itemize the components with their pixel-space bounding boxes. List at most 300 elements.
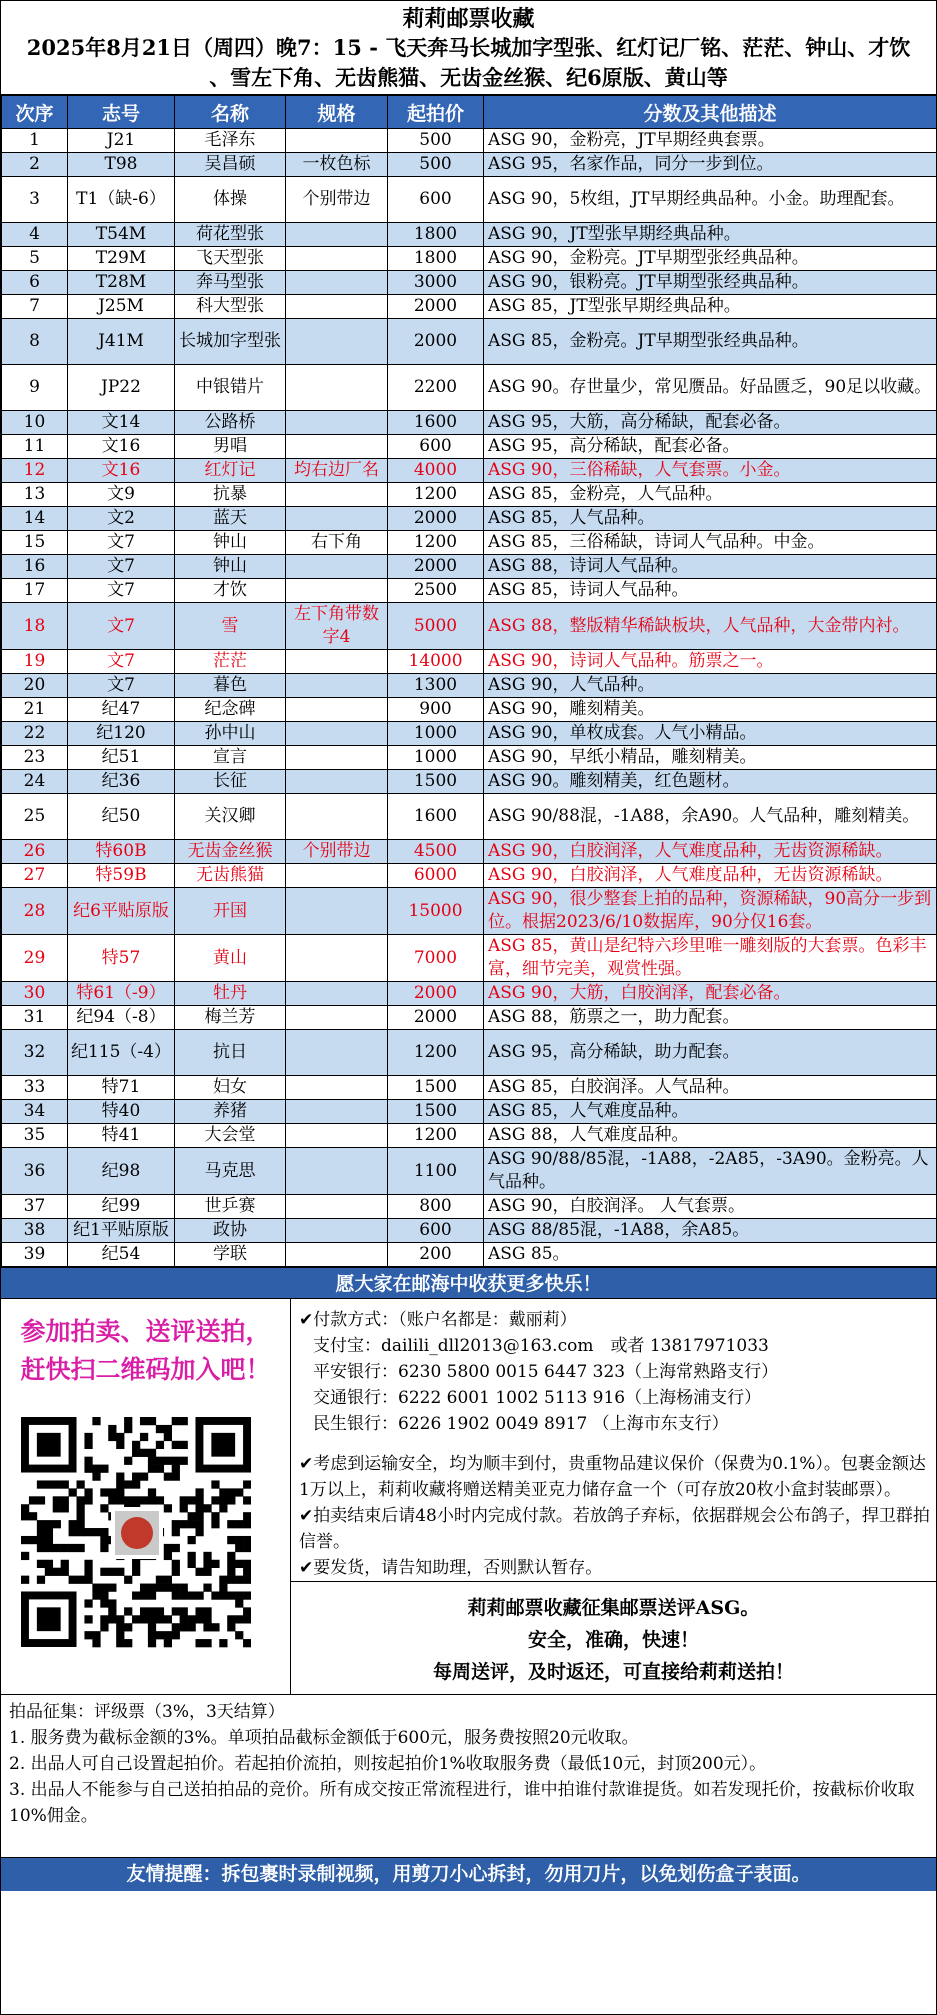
row-code: 纪98 — [68, 1148, 175, 1195]
table-row — [2, 555, 937, 579]
row-spec — [286, 223, 388, 247]
table-row — [2, 650, 937, 674]
row-spec — [286, 1006, 388, 1030]
row-price: 2000 — [388, 295, 484, 319]
row-desc: ASG 90，白胶润泽，人气难度品种，无齿资源稀缺。 — [484, 840, 937, 864]
row-order: 37 — [2, 1195, 68, 1219]
row-order: 23 — [2, 746, 68, 770]
row-spec — [286, 555, 388, 579]
table-row — [2, 365, 937, 411]
row-code: 纪50 — [68, 794, 175, 840]
row-name: 抗日 — [175, 1030, 286, 1076]
table-row — [2, 507, 937, 531]
row-price: 900 — [388, 698, 484, 722]
row-desc: ASG 85，人气品种。 — [484, 507, 937, 531]
row-price: 1000 — [388, 746, 484, 770]
row-order: 6 — [2, 271, 68, 295]
table-row — [2, 698, 937, 722]
payment-info — [291, 1299, 936, 1582]
row-desc: ASG 90，白胶润泽。 人气套票。 — [484, 1195, 937, 1219]
table-row — [2, 153, 937, 177]
row-price: 800 — [388, 1195, 484, 1219]
row-spec: 左下角带数字4 — [286, 603, 388, 650]
row-order: 4 — [2, 223, 68, 247]
row-name: 男唱 — [175, 435, 286, 459]
promo-block — [291, 1582, 936, 1694]
promo-line3: 每周送评，及时返还，可直接给莉莉送拍！ — [432, 1661, 794, 1683]
row-name: 养猪 — [175, 1100, 286, 1124]
row-order: 35 — [2, 1124, 68, 1148]
row-order: 38 — [2, 1219, 68, 1243]
row-spec — [286, 435, 388, 459]
page-title: 莉莉邮票收藏 — [402, 6, 535, 32]
row-name: 宣言 — [175, 746, 286, 770]
row-price: 1200 — [388, 1030, 484, 1076]
row-desc: ASG 90，JT型张早期经典品种。 — [484, 223, 937, 247]
row-code: 文14 — [68, 411, 175, 435]
row-spec — [286, 483, 388, 507]
row-name: 纪念碑 — [175, 698, 286, 722]
row-price: 500 — [388, 129, 484, 153]
row-order: 20 — [2, 674, 68, 698]
row-name: 无齿熊猫 — [175, 864, 286, 888]
row-code: 纪36 — [68, 770, 175, 794]
row-code: J21 — [68, 129, 175, 153]
row-order: 25 — [2, 794, 68, 840]
row-desc: ASG 90。雕刻精美，红色题材。 — [484, 770, 937, 794]
row-order: 36 — [2, 1148, 68, 1195]
row-code: 文7 — [68, 555, 175, 579]
row-spec: 个别带边 — [286, 177, 388, 223]
row-spec — [286, 1076, 388, 1100]
table-row — [2, 864, 937, 888]
row-desc: ASG 85。 — [484, 1243, 937, 1267]
row-price: 200 — [388, 1243, 484, 1267]
row-price: 1300 — [388, 674, 484, 698]
row-name: 科大型张 — [175, 295, 286, 319]
table-row — [2, 1006, 937, 1030]
row-name: 牡丹 — [175, 982, 286, 1006]
table-row — [2, 129, 937, 153]
row-code: T1（缺-6） — [68, 177, 175, 223]
row-price: 7000 — [388, 935, 484, 982]
row-name: 长征 — [175, 770, 286, 794]
row-spec — [286, 1243, 388, 1267]
row-desc: ASG 95，名家作品，同分一步到位。 — [484, 153, 937, 177]
table-row — [2, 579, 937, 603]
row-price: 6000 — [388, 864, 484, 888]
row-price: 1200 — [388, 483, 484, 507]
payment-alipay: 支付宝：dailili_dll2013@163.com 或者 13817971033 — [313, 1336, 769, 1356]
row-desc: ASG 85，JT型张早期经典品种。 — [484, 295, 937, 319]
row-desc: ASG 88，人气难度品种。 — [484, 1124, 937, 1148]
table-row — [2, 1030, 937, 1076]
row-desc: ASG 90，早纸小精品，雕刻精美。 — [484, 746, 937, 770]
row-spec — [286, 319, 388, 365]
row-desc: ASG 88，诗词人气品种。 — [484, 555, 937, 579]
table-row — [2, 531, 937, 555]
row-order: 34 — [2, 1100, 68, 1124]
join-line2: 赶快扫二维码加入吧！ — [20, 1355, 271, 1384]
row-name: 飞天型张 — [175, 247, 286, 271]
row-desc: ASG 95，大筋，高分稀缺，配套必备。 — [484, 411, 937, 435]
row-desc: ASG 90，人气品种。 — [484, 674, 937, 698]
payment-panel — [291, 1299, 936, 1694]
col-header-spec: 规格 — [286, 96, 388, 129]
table-row — [2, 1100, 937, 1124]
row-code: 文7 — [68, 674, 175, 698]
rule-1: 1. 服务费为截标金额的3%。单项拍品截标金额低于600元，服务费按照20元收取。 — [9, 1728, 639, 1748]
row-name: 红灯记 — [175, 459, 286, 483]
row-price: 2000 — [388, 982, 484, 1006]
row-desc: ASG 88，整版精华稀缺板块，人气品种，大金带内衬。 — [484, 603, 937, 650]
row-code: 文2 — [68, 507, 175, 531]
row-price: 5000 — [388, 603, 484, 650]
row-desc: ASG 85，金粉亮。JT早期型张经典品种。 — [484, 319, 937, 365]
row-code: T29M — [68, 247, 175, 271]
row-name: 无齿金丝猴 — [175, 840, 286, 864]
row-spec: 一枚色标 — [286, 153, 388, 177]
table-row — [2, 1195, 937, 1219]
table-row — [2, 271, 937, 295]
row-desc: ASG 85，金粉亮，人气品种。 — [484, 483, 937, 507]
row-order: 17 — [2, 579, 68, 603]
row-code: 文7 — [68, 579, 175, 603]
row-desc: ASG 90，银粉亮。JT早期型张经典品种。 — [484, 271, 937, 295]
row-name: 开国 — [175, 888, 286, 935]
row-name: 才饮 — [175, 579, 286, 603]
row-spec — [286, 770, 388, 794]
row-code: 文9 — [68, 483, 175, 507]
table-row — [2, 1076, 937, 1100]
col-header-name: 名称 — [175, 96, 286, 129]
row-price: 600 — [388, 435, 484, 459]
row-code: 特61（-9） — [68, 982, 175, 1006]
row-code: 纪99 — [68, 1195, 175, 1219]
table-row — [2, 247, 937, 271]
row-order: 18 — [2, 603, 68, 650]
row-desc: ASG 88/85混，-1A88，余A85。 — [484, 1219, 937, 1243]
row-spec — [286, 698, 388, 722]
payment-comm: 交通银行：6222 6001 1002 5113 916（上海杨浦支行） — [313, 1388, 762, 1408]
row-spec — [286, 271, 388, 295]
row-order: 28 — [2, 888, 68, 935]
table-row — [2, 1124, 937, 1148]
row-price: 1200 — [388, 531, 484, 555]
qr-code[interactable] — [21, 1407, 251, 1657]
table-row — [2, 722, 937, 746]
row-price: 4000 — [388, 459, 484, 483]
row-spec — [286, 1030, 388, 1076]
row-desc: ASG 85，诗词人气品种。 — [484, 579, 937, 603]
row-order: 26 — [2, 840, 68, 864]
row-spec — [286, 247, 388, 271]
row-name: 茫茫 — [175, 650, 286, 674]
row-spec — [286, 507, 388, 531]
row-code: 纪47 — [68, 698, 175, 722]
row-code: 文16 — [68, 459, 175, 483]
row-desc: ASG 90/88混，-1A88，余A90。人气品种，雕刻精美。 — [484, 794, 937, 840]
row-order: 29 — [2, 935, 68, 982]
promo-line1: 莉莉邮票收藏征集邮票送评ASG。 — [467, 1597, 760, 1619]
row-name: 雪 — [175, 603, 286, 650]
row-code: 特60B — [68, 840, 175, 864]
row-desc: ASG 88，筋票之一，助力配套。 — [484, 1006, 937, 1030]
row-order: 10 — [2, 411, 68, 435]
row-desc: ASG 90，大筋，白胶润泽，配套必备。 — [484, 982, 937, 1006]
row-spec — [286, 982, 388, 1006]
row-desc: ASG 90，单枚成套。人气小精品。 — [484, 722, 937, 746]
row-desc: ASG 90，雕刻精美。 — [484, 698, 937, 722]
row-order: 2 — [2, 153, 68, 177]
row-desc: ASG 85，人气难度品种。 — [484, 1100, 937, 1124]
table-row — [2, 840, 937, 864]
row-desc: ASG 85，白胶润泽。人气品种。 — [484, 1076, 937, 1100]
row-spec — [286, 864, 388, 888]
row-order: 7 — [2, 295, 68, 319]
row-spec: 右下角 — [286, 531, 388, 555]
row-order: 1 — [2, 129, 68, 153]
row-code: JP22 — [68, 365, 175, 411]
row-order: 13 — [2, 483, 68, 507]
row-code: 特40 — [68, 1100, 175, 1124]
table-row — [2, 674, 937, 698]
row-order: 19 — [2, 650, 68, 674]
row-desc: ASG 90，白胶润泽，人气难度品种，无齿资源稀缺。 — [484, 864, 937, 888]
join-panel — [1, 1299, 291, 1694]
row-price: 3000 — [388, 271, 484, 295]
row-spec — [286, 1195, 388, 1219]
row-code: 文7 — [68, 531, 175, 555]
row-order: 22 — [2, 722, 68, 746]
row-code: 特59B — [68, 864, 175, 888]
table-row — [2, 794, 937, 840]
row-price: 1500 — [388, 770, 484, 794]
row-name: 中银错片 — [175, 365, 286, 411]
row-spec — [286, 1148, 388, 1195]
row-spec: 个别带边 — [286, 840, 388, 864]
promo-line2: 安全，准确，快速！ — [527, 1629, 699, 1651]
row-code: 文7 — [68, 650, 175, 674]
row-spec — [286, 650, 388, 674]
payment-pingan: 平安银行：6230 5800 0015 6447 323（上海常熟路支行） — [313, 1362, 779, 1382]
row-code: 纪6平贴原版 — [68, 888, 175, 935]
row-price: 4500 — [388, 840, 484, 864]
row-spec: 均右边厂名 — [286, 459, 388, 483]
row-spec — [286, 1100, 388, 1124]
row-price: 600 — [388, 1219, 484, 1243]
rule-2: 2. 出品人可自己设置起拍价。若起拍价流拍，则按起拍价1%收取服务费（最低10元，封顶200元）。 — [9, 1754, 767, 1774]
row-price: 1000 — [388, 722, 484, 746]
row-spec — [286, 674, 388, 698]
row-price: 14000 — [388, 650, 484, 674]
row-code: 纪51 — [68, 746, 175, 770]
row-name: 毛泽东 — [175, 129, 286, 153]
row-price: 500 — [388, 153, 484, 177]
row-code: J25M — [68, 295, 175, 319]
table-row — [2, 603, 937, 650]
row-spec — [286, 722, 388, 746]
row-code: 纪115（-4） — [68, 1030, 175, 1076]
row-order: 27 — [2, 864, 68, 888]
row-name: 抗暴 — [175, 483, 286, 507]
table-row — [2, 459, 937, 483]
row-price: 1800 — [388, 247, 484, 271]
row-code: J41M — [68, 319, 175, 365]
row-order: 8 — [2, 319, 68, 365]
page-subtitle-line2: 、雪左下角、无齿熊猫、无齿金丝猴、纪6原版、黄山等 — [209, 65, 728, 90]
delivery-note: ✔要发货，请告知助理，否则默认暂存。 — [299, 1558, 603, 1578]
row-price: 1500 — [388, 1100, 484, 1124]
table-header-row — [2, 96, 937, 129]
row-code: T28M — [68, 271, 175, 295]
table-row — [2, 982, 937, 1006]
row-order: 16 — [2, 555, 68, 579]
row-order: 33 — [2, 1076, 68, 1100]
table-row — [2, 411, 937, 435]
row-code: 纪1平贴原版 — [68, 1219, 175, 1243]
row-name: 吴昌硕 — [175, 153, 286, 177]
row-price: 2000 — [388, 555, 484, 579]
row-name: 公路桥 — [175, 411, 286, 435]
row-name: 奔马型张 — [175, 271, 286, 295]
table-row — [2, 746, 937, 770]
row-name: 妇女 — [175, 1076, 286, 1100]
row-order: 12 — [2, 459, 68, 483]
table-row — [2, 770, 937, 794]
row-name: 关汉卿 — [175, 794, 286, 840]
row-price: 1100 — [388, 1148, 484, 1195]
join-line1: 参加拍卖、送评送拍， — [20, 1317, 271, 1346]
row-order: 39 — [2, 1243, 68, 1267]
row-name: 梅兰芳 — [175, 1006, 286, 1030]
col-header-code: 志号 — [68, 96, 175, 129]
row-price: 2000 — [388, 319, 484, 365]
row-order: 31 — [2, 1006, 68, 1030]
payment-title: ✔付款方式：（账户名都是：戴丽莉） — [299, 1310, 577, 1330]
table-row — [2, 295, 937, 319]
row-price: 2200 — [388, 365, 484, 411]
row-price: 2500 — [388, 579, 484, 603]
row-desc: ASG 90，金粉亮。JT早期型张经典品种。 — [484, 247, 937, 271]
row-code: 纪54 — [68, 1243, 175, 1267]
row-name: 暮色 — [175, 674, 286, 698]
row-price: 1600 — [388, 794, 484, 840]
row-desc: ASG 90，5枚组，JT早期经典品种。小金。助理配套。 — [484, 177, 937, 223]
col-header-order: 次序 — [2, 96, 68, 129]
row-order: 11 — [2, 435, 68, 459]
row-desc: ASG 95，高分稀缺，助力配套。 — [484, 1030, 937, 1076]
payment-deadline-note: ✔拍卖结束后请48小时内完成付款。若放鸽子弃标，依据群规会公布鸽子，捍卫群拍信誉。 — [299, 1506, 930, 1552]
info-section — [1, 1299, 936, 1695]
row-spec — [286, 129, 388, 153]
row-spec — [286, 1219, 388, 1243]
row-name: 世乒赛 — [175, 1195, 286, 1219]
row-price: 1200 — [388, 1124, 484, 1148]
row-code: 特41 — [68, 1124, 175, 1148]
row-desc: ASG 85，黄山是纪特六珍里唯一雕刻版的大套票。色彩丰富，细节完美，观赏性强。 — [484, 935, 937, 982]
row-name: 黄山 — [175, 935, 286, 982]
row-desc: ASG 90/88/85混，-1A88，-2A85，-3A90。金粉亮。人气品种。 — [484, 1148, 937, 1195]
row-spec — [286, 1124, 388, 1148]
row-order: 14 — [2, 507, 68, 531]
row-name: 蓝天 — [175, 507, 286, 531]
table-row — [2, 223, 937, 247]
row-order: 21 — [2, 698, 68, 722]
row-code: 文16 — [68, 435, 175, 459]
payment-minsheng: 民生银行：6226 1902 0049 8917 （上海市东支行） — [313, 1414, 729, 1434]
row-name: 大会堂 — [175, 1124, 286, 1148]
row-name: 马克思 — [175, 1148, 286, 1195]
row-name: 体操 — [175, 177, 286, 223]
row-price: 2000 — [388, 1006, 484, 1030]
col-header-price: 起拍价 — [388, 96, 484, 129]
row-order: 15 — [2, 531, 68, 555]
row-order: 3 — [2, 177, 68, 223]
row-spec — [286, 295, 388, 319]
row-code: 特71 — [68, 1076, 175, 1100]
row-price: 600 — [388, 177, 484, 223]
table-row — [2, 177, 937, 223]
row-desc: ASG 90，很少整套上拍的品种，资源稀缺，90高分一步到位。根据2023/6/10数据库，90分仅16套。 — [484, 888, 937, 935]
row-code: T98 — [68, 153, 175, 177]
lot-table — [1, 95, 937, 1267]
join-text — [1, 1313, 290, 1389]
row-spec — [286, 579, 388, 603]
row-name: 学联 — [175, 1243, 286, 1267]
row-order: 32 — [2, 1030, 68, 1076]
row-code: T54M — [68, 223, 175, 247]
table-row — [2, 1219, 937, 1243]
row-order: 30 — [2, 982, 68, 1006]
rule-3: 3. 出品人不能参与自己送拍拍品的竞价。所有成交按正常流程进行，谁中拍谁付款谁提货。如若发现托价，按截标价收取10%佣金。 — [9, 1780, 915, 1826]
shipping-note: ✔考虑到运输安全，均为顺丰到付，贵重物品建议保价（保费为0.1%）。包裹金额达1万以上，莉莉收藏将赠送精美亚克力储存盒一个（可存放20枚小盒封装邮票）。 — [299, 1454, 926, 1500]
row-price: 1800 — [388, 223, 484, 247]
row-spec — [286, 411, 388, 435]
row-spec — [286, 935, 388, 982]
row-desc: ASG 95，高分稀缺，配套必备。 — [484, 435, 937, 459]
row-desc: ASG 90，三俗稀缺，人气套票。小金。 — [484, 459, 937, 483]
table-row — [2, 483, 937, 507]
row-code: 纪120 — [68, 722, 175, 746]
title-block — [1, 1, 936, 95]
table-row — [2, 888, 937, 935]
row-desc: ASG 90，金粉亮，JT早期经典套票。 — [484, 129, 937, 153]
row-spec — [286, 746, 388, 770]
rules-block — [1, 1695, 936, 1858]
row-code: 文7 — [68, 603, 175, 650]
page-subtitle-line1: 2025年8月21日（周四）晚7：15 - 飞天奔马长城加字型张、红灯记厂铭、茫茫、钟山、才饮 — [26, 35, 911, 60]
footer-reminder: 友情提醒：拆包裹时录制视频，用剪刀小心拆封，勿用刀片，以免划伤盒子表面。 — [1, 1858, 936, 1891]
table-row — [2, 435, 937, 459]
row-code: 纪94（-8） — [68, 1006, 175, 1030]
row-name: 孙中山 — [175, 722, 286, 746]
row-name: 荷花型张 — [175, 223, 286, 247]
row-order: 5 — [2, 247, 68, 271]
table-row — [2, 1148, 937, 1195]
row-order: 9 — [2, 365, 68, 411]
row-desc: ASG 85，三俗稀缺，诗词人气品种。中金。 — [484, 531, 937, 555]
row-name: 钟山 — [175, 531, 286, 555]
row-spec — [286, 794, 388, 840]
col-header-desc: 分数及其他描述 — [484, 96, 937, 129]
row-name: 长城加字型张 — [175, 319, 286, 365]
row-desc: ASG 90，诗词人气品种。筋票之一。 — [484, 650, 937, 674]
rules-title: 拍品征集：评级票（3%，3天结算） — [9, 1702, 285, 1722]
row-spec — [286, 888, 388, 935]
row-price: 1500 — [388, 1076, 484, 1100]
banner: 愿大家在邮海中收获更多快乐！ — [1, 1267, 936, 1299]
